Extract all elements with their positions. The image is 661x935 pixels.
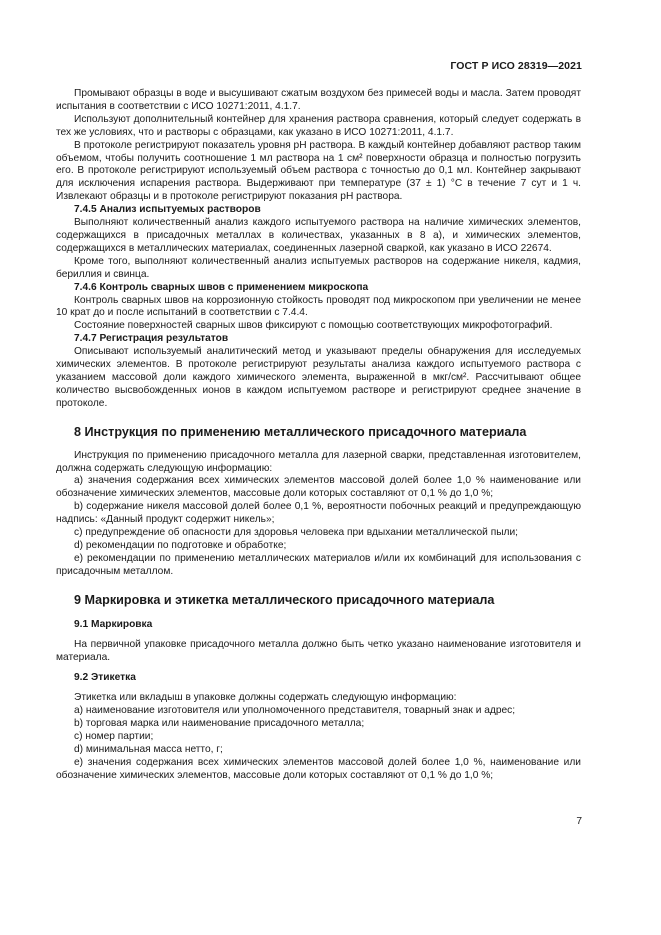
subsection-7-4-7-title: 7.4.7 Регистрация результатов [74,333,229,345]
section-9-item-c: c) номер партии; [74,731,154,743]
subsection-9-2-intro: Этикетка или вкладыш в упаковке должны содержать следующую информацию: [74,692,457,704]
section-9-item-b: b) торговая марка или наименование присадочного металла; [74,718,365,730]
paragraph-results: Описывают используемый аналитический метод и указывают пределы обнаружения для исследуемых химических элементов. В протоколе регистрируют результаты анализа каждого испытуемого раствора с указанием массовой доли каждого химического элемента, выраженной в мкг/см². Рассчитывают общее количество высвобожденных ионов в каждом испытуемом растворе и регистрируют среднее значение в протоколе. [56,346,581,409]
subsection-9-1-text: На первичной упаковке присадочного металла должно быть четко указано наименование изготовителя и материала. [56,638,581,663]
section-9-item-e: e) значения содержания всех химических элементов массовой долей более 1,0 %, наименование или обозначение химических элементов, массовые доли которых составляют от 0,1 % до 1,0 %; [56,756,581,781]
section-8-item-e: e) рекомендации по применению металлических материалов и/или их комбинаций для использования с присадочным металлом. [56,552,581,577]
paragraph-rinse: Промывают образцы в воде и высушивают сжатым воздухом без примесей воды и масла. Затем проводят испытания в соответствии с ИСО 10271:2011, 4.1.7. [56,88,581,112]
subsection-7-4-6-title: 7.4.6 Контроль сварных швов с применением микроскопа [74,281,369,293]
paragraph-ph-protocol: В протоколе регистрируют показатель уровня pH раствора. В каждый контейнер добавляют раствор таким объемом, чтобы получить соотношение 1 мл раствора на 1 см² поверхности образца и полностью погрузить его. В протоколе регистрируют используемый объем раствора с точностью до 0,1 мл. Контейнер закрывают для исключения испарения раствора. Выдерживают при температуре (37 ± 1) °С в течение 7 сут и 1 ч. Извлекают образцы и в протоколе регистрируют показания pH раствора. [56,139,581,203]
page-number: 7 [576,816,582,827]
section-8-item-b: b) содержание никеля массовой долей более 0,1 %, вероятности побочных реакций и предупреждающую надпись: «Данный продукт содержит никель»; [56,501,581,526]
page-content [56,88,581,783]
section-8-intro: Инструкция по применению присадочного металла для лазерной сварки, представленная изготовителем, должна содержать следующую информацию: [56,449,581,474]
subsection-9-2-title: 9.2 Этикетка [74,672,136,684]
section-8-title: 8 Инструкция по применению металлического присадочного материала [74,424,527,439]
section-8-item-d: d) рекомендации по подготовке и обработке; [74,540,287,551]
section-8-item-c: c) предупреждение об опасности для здоровья человека при вдыхании металлической пыли; [74,527,518,539]
doc-code-header: ГОСТ Р ИСО 28319—2021 [450,60,582,72]
paragraph-reference-container: Используют дополнительный контейнер для хранения раствора сравнения, который следует содержать в тех же условиях, что и растворы с образцами, как указано в ИСО 10271:2011, 4.1.7. [56,113,581,138]
paragraph-microscope: Контроль сварных швов на коррозионную стойкость проводят под микроскопом при увеличении не менее 10 крат до и после испытаний в соответствии с 7.4.4. [56,294,581,319]
subsection-9-1-title: 9.1 Маркировка [74,618,153,630]
section-9-item-a: а) наименование изготовителя или уполномоченного представителя, товарный знак и адрес; [74,705,516,717]
paragraph-quant-analysis: Выполняют количественный анализ каждого испытуемого раствора на наличие химических элементов, содержащихся в присадочных металлах в количествах, указанных в 8 а), и химических элементов, содержащихся в металлических материалах, соединенных лазерной сваркой, как указано в ИСО 22674. [56,217,581,254]
subsection-7-4-5-title: 7.4.5 Анализ испытуемых растворов [74,204,261,216]
section-8-item-a: а) значения содержания всех химических элементов массовой долей более 1,0 % наименование или обозначение химических элементов, массовые доли которых составляют от 0,1 % до 1,0 %; [56,475,581,500]
section-9-item-d: d) минимальная масса нетто, г; [74,743,223,755]
paragraph-nickel-cadmium: Кроме того, выполняют количественный анализ испытуемых растворов на содержание никеля, кадмия, бериллия и свинца. [56,255,581,280]
paragraph-micrographs: Состояние поверхностей сварных швов фиксируют с помощью соответствующих микрофотографий. [74,320,553,332]
section-9-title: 9 Маркировка и этикетка металлического присадочного материала [74,592,495,607]
